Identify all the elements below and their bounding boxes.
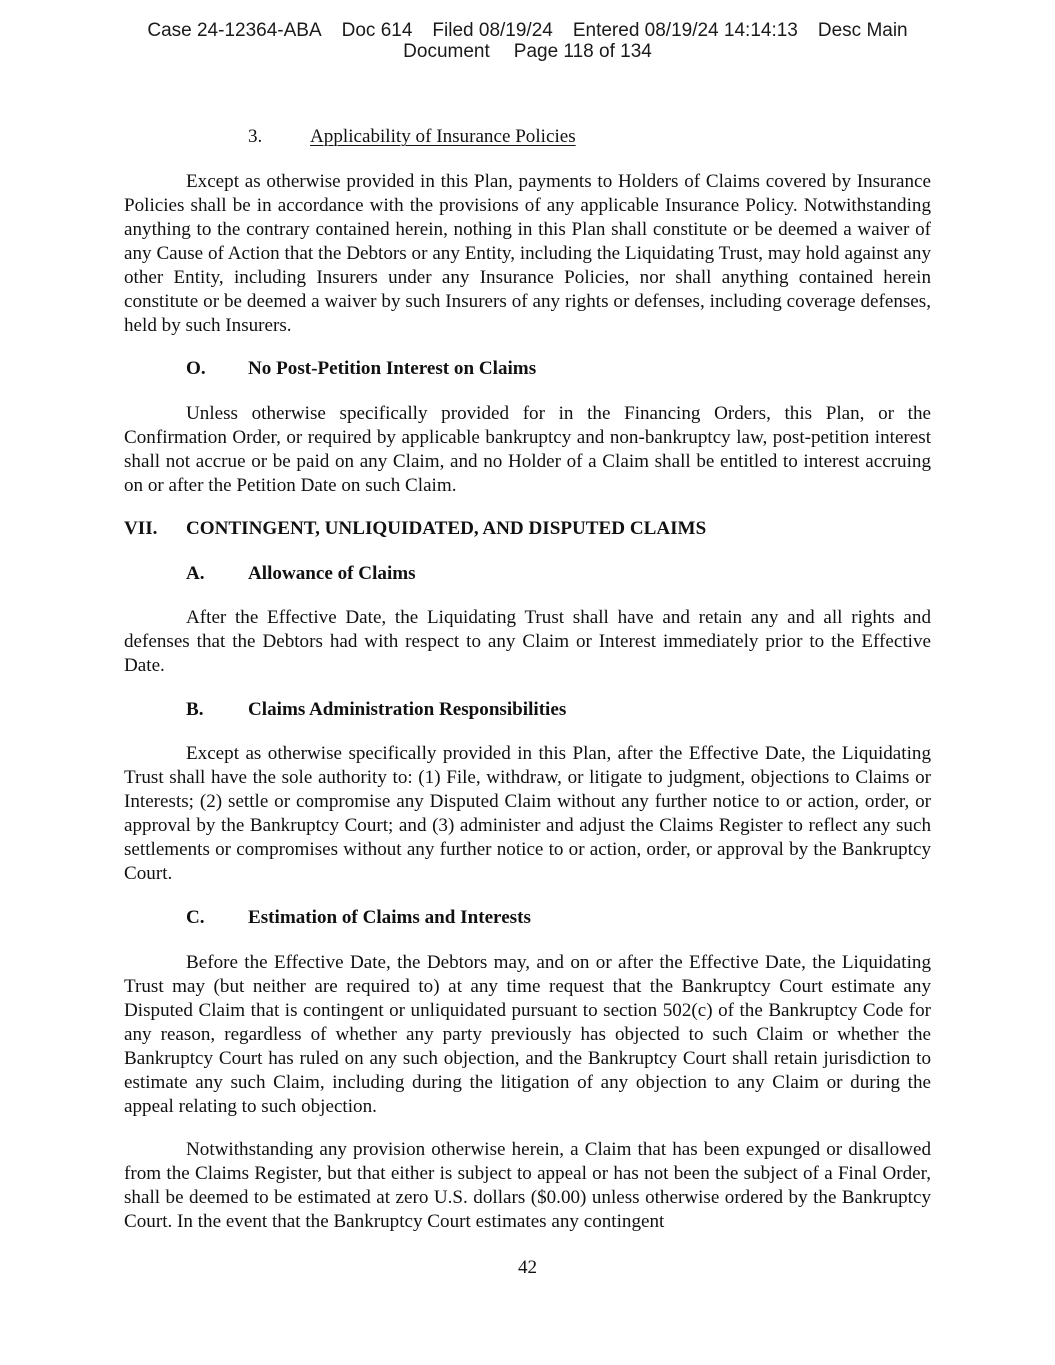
section-title: Estimation of Claims and Interests bbox=[248, 907, 531, 928]
section-number: A. bbox=[186, 563, 205, 584]
filing-header bbox=[0, 20, 1055, 62]
filing-header-line1 bbox=[0, 20, 1055, 41]
section-number: B. bbox=[186, 699, 204, 720]
article-title: CONTINGENT, UNLIQUIDATED, AND DISPUTED CLAIMS bbox=[186, 518, 707, 539]
paragraph: Unless otherwise specifically provided for in the Financing Orders, this Plan, or the Confirmation Order, or required by applicable bankruptcy and non-bankruptcy law, post-petition interest shall not accrue or be paid on any Claim, and no Holder of a Claim shall be entitled to interest accruing on or after the Petition Date on such Claim. bbox=[124, 403, 931, 496]
page-indicator: Page 118 of 134 bbox=[513, 41, 652, 62]
paragraph: Except as otherwise specifically provided in this Plan, after the Effective Date, the Liquidating Trust shall have the sole authority to: (1) File, withdraw, or litigate to judgment, objections to Claims or Interests; (2) settle or compromise any Disputed Claim without any further notice to or action, order, or approval by the Bankruptcy Court; and (3) administer and adjust the Claims Register to reflect any such settlements or compromises without any further notice to or action, order, or approval by the Bankruptcy Court. bbox=[124, 743, 931, 884]
section-title: No Post-Petition Interest on Claims bbox=[248, 358, 537, 379]
paragraph: After the Effective Date, the Liquidating Trust shall have and retain any and all rights and defenses that the Debtors had with respect to any Claim or Interest immediately prior to the Effective Date. bbox=[124, 607, 931, 676]
paragraph: Notwithstanding any provision otherwise herein, a Claim that has been expunged or disallowed from the Claims Register, but that either is subject to appeal or has not been the subject of a Final Order, shall be deemed to be estimated at zero U.S. dollars ($0.00) unless otherwise ordered by the Bankruptcy Court. In the event that the Bankruptcy Court estimates any contingent bbox=[124, 1139, 931, 1232]
entered-date: Entered 08/19/24 14:14:13 bbox=[572, 20, 798, 41]
section-title: Applicability of Insurance Policies bbox=[310, 126, 576, 147]
section-title: Allowance of Claims bbox=[248, 563, 416, 584]
description: Desc Main bbox=[817, 20, 908, 41]
section-c-body-1 bbox=[124, 951, 931, 1119]
section-b-body bbox=[124, 742, 931, 886]
article-number: VII. bbox=[124, 518, 158, 539]
section-number: C. bbox=[186, 907, 205, 928]
page-number: 42 bbox=[517, 1257, 538, 1278]
section-number: O. bbox=[186, 358, 206, 379]
case-number: Case 24-12364-ABA bbox=[147, 20, 322, 41]
doc-number: Doc 614 bbox=[341, 20, 413, 41]
paragraph: Before the Effective Date, the Debtors may, and on or after the Effective Date, the Liquidating Trust may (but neither are required to) at any time request that the Bankruptcy Court estimate any Disputed Claim that is contingent or unliquidated pursuant to section 502(c) of the Bankruptcy Code for any reason, regardless of whether any party previously has objected to such Claim or whether the Bankruptcy Court has ruled on any such objection, and the Bankruptcy Court shall retain jurisdiction to estimate any such Claim, including during the litigation of any objection to any Claim or during the appeal relating to such objection. bbox=[124, 952, 931, 1117]
filing-header-line2 bbox=[0, 41, 1055, 62]
section-o-body bbox=[124, 402, 931, 498]
section-c-body-2 bbox=[124, 1138, 931, 1234]
document-label: Document bbox=[403, 41, 490, 62]
paragraph: Except as otherwise provided in this Plan, payments to Holders of Claims covered by Insurance Policies shall be in accordance with the provisions of any applicable Insurance Policy. Notwithstanding anything to the contrary contained herein, nothing in this Plan shall constitute or be deemed a waiver of any Cause of Action that the Debtors or any Entity, including the Liquidating Trust, may hold against any other Entity, including Insurers under any Insurance Policies, nor shall anything contained herein constitute or be deemed a waiver by such Insurers of any rights or defenses, including coverage defenses, held by such Insurers. bbox=[124, 171, 931, 336]
section-a-body bbox=[124, 606, 931, 678]
section-number: 3. bbox=[248, 126, 263, 147]
filed-date: Filed 08/19/24 bbox=[432, 20, 553, 41]
section-3-body bbox=[124, 170, 931, 338]
section-title: Claims Administration Responsibilities bbox=[248, 699, 567, 720]
